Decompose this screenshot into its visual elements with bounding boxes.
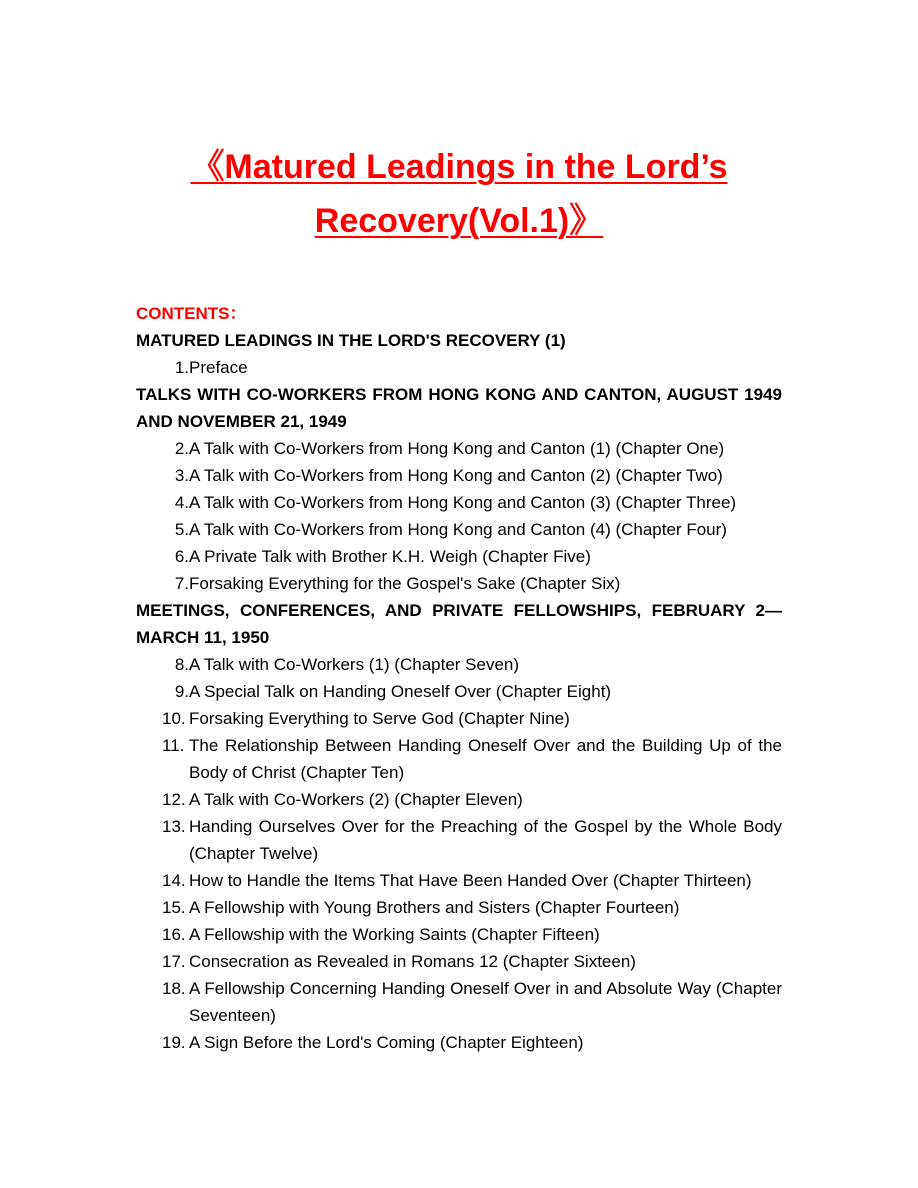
toc-item-text: Preface bbox=[189, 358, 248, 377]
toc-item-text: The Relationship Between Handing Oneself Over and the Building Up of the Body of Christ (Chapter Ten) bbox=[189, 736, 782, 782]
toc-item-number: 4. bbox=[174, 493, 189, 512]
toc-item bbox=[136, 543, 782, 570]
section-heading: TALKS WITH CO-WORKERS FROM HONG KONG AND CANTON, AUGUST 1949 AND NOVEMBER 21, 1949 bbox=[136, 385, 782, 431]
toc-item-text: A Sign Before the Lord's Coming (Chapter Eighteen) bbox=[189, 1033, 584, 1052]
toc-item bbox=[136, 813, 782, 867]
toc-item-number: 13. bbox=[162, 817, 186, 836]
toc-item-number: 10. bbox=[162, 709, 186, 728]
toc-item-text: A Talk with Co-Workers from Hong Kong and Canton (1) (Chapter One) bbox=[189, 439, 725, 458]
toc-item-number: 17. bbox=[162, 952, 186, 971]
toc-item-text: How to Handle the Items That Have Been Handed Over (Chapter Thirteen) bbox=[189, 871, 752, 890]
toc-item bbox=[136, 516, 782, 543]
toc-item-text: A Fellowship with Young Brothers and Sisters (Chapter Fourteen) bbox=[189, 898, 680, 917]
toc-item-text: A Special Talk on Handing Oneself Over (Chapter Eight) bbox=[189, 682, 612, 701]
toc-item-number: 6. bbox=[174, 547, 189, 566]
contents-label: CONTENTS： bbox=[136, 304, 247, 323]
toc-item bbox=[136, 975, 782, 1029]
toc-item bbox=[136, 1029, 782, 1056]
toc-item bbox=[136, 948, 782, 975]
toc-item-text: A Talk with Co-Workers from Hong Kong and Canton (2) (Chapter Two) bbox=[189, 466, 723, 485]
toc-item-text: A Talk with Co-Workers from Hong Kong and Canton (3) (Chapter Three) bbox=[189, 493, 737, 512]
toc-item-number: 2. bbox=[174, 439, 189, 458]
toc-item bbox=[136, 705, 782, 732]
toc-item bbox=[136, 732, 782, 786]
toc-item-number: 9. bbox=[174, 682, 189, 701]
toc-item-number: 5. bbox=[174, 520, 189, 539]
toc-item-number: 15. bbox=[162, 898, 186, 917]
toc-item-text: A Private Talk with Brother K.H. Weigh (Chapter Five) bbox=[189, 547, 591, 566]
toc-item-number: 11. bbox=[162, 736, 185, 755]
toc-item bbox=[136, 651, 782, 678]
toc-item-number: 7. bbox=[174, 574, 189, 593]
toc-item bbox=[136, 435, 782, 462]
toc-item bbox=[136, 354, 782, 381]
toc-item-text: A Talk with Co-Workers (2) (Chapter Eleven) bbox=[189, 790, 523, 809]
toc-item-text: A Talk with Co-Workers from Hong Kong and Canton (4) (Chapter Four) bbox=[189, 520, 727, 539]
toc-item-text: Handing Ourselves Over for the Preaching of the Gospel by the Whole Body (Chapter Twelve) bbox=[189, 817, 782, 863]
toc-item bbox=[136, 489, 782, 516]
toc-item bbox=[136, 462, 782, 489]
toc-item bbox=[136, 921, 782, 948]
toc-item bbox=[136, 894, 782, 921]
toc-item bbox=[136, 867, 782, 894]
title-line-2: Recovery(Vol.1)》 bbox=[314, 202, 604, 240]
section-heading: MEETINGS, CONFERENCES, AND PRIVATE FELLOWSHIPS, FEBRUARY 2—MARCH 11, 1950 bbox=[136, 601, 782, 647]
toc-item-text: A Talk with Co-Workers (1) (Chapter Seven) bbox=[189, 655, 520, 674]
toc-item-number: 1. bbox=[174, 358, 189, 377]
section-heading: MATURED LEADINGS IN THE LORD'S RECOVERY (1) bbox=[136, 331, 566, 350]
toc-item bbox=[136, 678, 782, 705]
toc-item-text: Consecration as Revealed in Romans 12 (Chapter Sixteen) bbox=[189, 952, 636, 971]
toc-item-number: 19. bbox=[162, 1033, 186, 1052]
toc-item-text: Forsaking Everything to Serve God (Chapter Nine) bbox=[189, 709, 570, 728]
toc-item-text: Forsaking Everything for the Gospel's Sake (Chapter Six) bbox=[189, 574, 621, 593]
toc-item-number: 3. bbox=[174, 466, 189, 485]
toc-item bbox=[136, 786, 782, 813]
toc-item-number: 8. bbox=[174, 655, 189, 674]
table-of-contents bbox=[136, 300, 782, 1056]
toc-item-number: 16. bbox=[162, 925, 186, 944]
title-line-1: 《Matured Leadings in the Lord’s bbox=[190, 148, 728, 186]
document-title bbox=[0, 140, 918, 248]
toc-item-text: A Fellowship with the Working Saints (Chapter Fifteen) bbox=[189, 925, 600, 944]
toc-item-number: 12. bbox=[162, 790, 186, 809]
toc-item-text: A Fellowship Concerning Handing Oneself Over in and Absolute Way (Chapter Seventeen) bbox=[189, 979, 782, 1025]
toc-item bbox=[136, 570, 782, 597]
toc-item-number: 18. bbox=[162, 979, 186, 998]
toc-item-number: 14. bbox=[162, 871, 186, 890]
